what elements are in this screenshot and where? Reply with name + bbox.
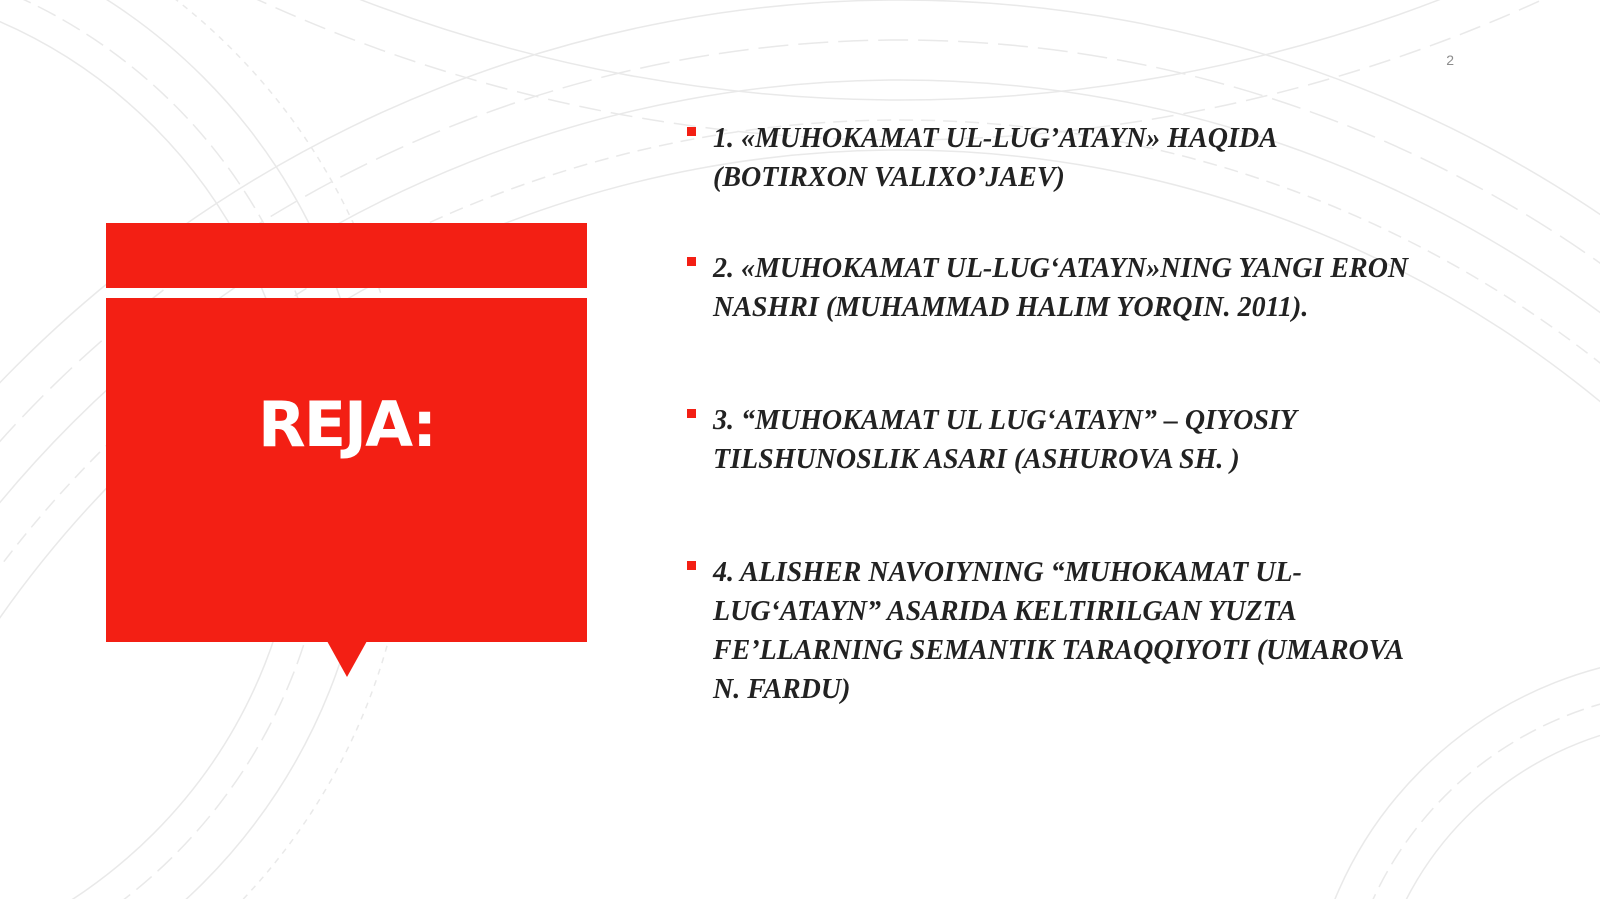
list-item-text: N. FARDU) [713, 674, 851, 705]
bullet-marker [687, 409, 696, 418]
bullet-marker [687, 127, 696, 136]
bullet-marker [687, 561, 696, 570]
list-item-3 [713, 401, 1473, 479]
list-item-text: 3. “MUHOKAMAT UL LUG‘ATAYN” – QIYOSIY [713, 405, 1297, 436]
list-item-1 [713, 119, 1473, 197]
list-item-text: NASHRI (MUHAMMAD HALIM YORQIN. 2011). [713, 292, 1309, 323]
title-top-bar [106, 223, 587, 288]
list-item-text: FE’LLARNING SEMANTIK TARAQQIYOTI (UMAROVA [713, 635, 1405, 666]
list-item-4 [713, 553, 1473, 709]
list-item-text: 1. «MUHOKAMAT UL-LUG’ATAYN» HAQIDA [713, 123, 1278, 154]
list-item-text: TILSHUNOSLIK ASARI (ASHUROVA SH. ) [713, 444, 1240, 475]
slide-title: REJA: [257, 388, 436, 461]
title-callout-box [106, 298, 587, 642]
list-item-text: 2. «MUHOKAMAT UL-LUG‘ATAYN»NING YANGI ERON [713, 253, 1409, 284]
list-item-2 [713, 249, 1473, 327]
list-item-text: (BOTIRXON VALIXO’JAEV) [713, 162, 1065, 193]
callout-pointer [327, 641, 367, 677]
list-item-text: 4. ALISHER NAVOIYNING “MUHOKAMAT UL- [713, 557, 1302, 588]
bullet-marker [687, 257, 696, 266]
slide-number: 2 [1446, 52, 1454, 68]
list-item-text: LUG‘ATAYN” ASARIDA KELTIRILGAN YUZTA [713, 596, 1297, 627]
